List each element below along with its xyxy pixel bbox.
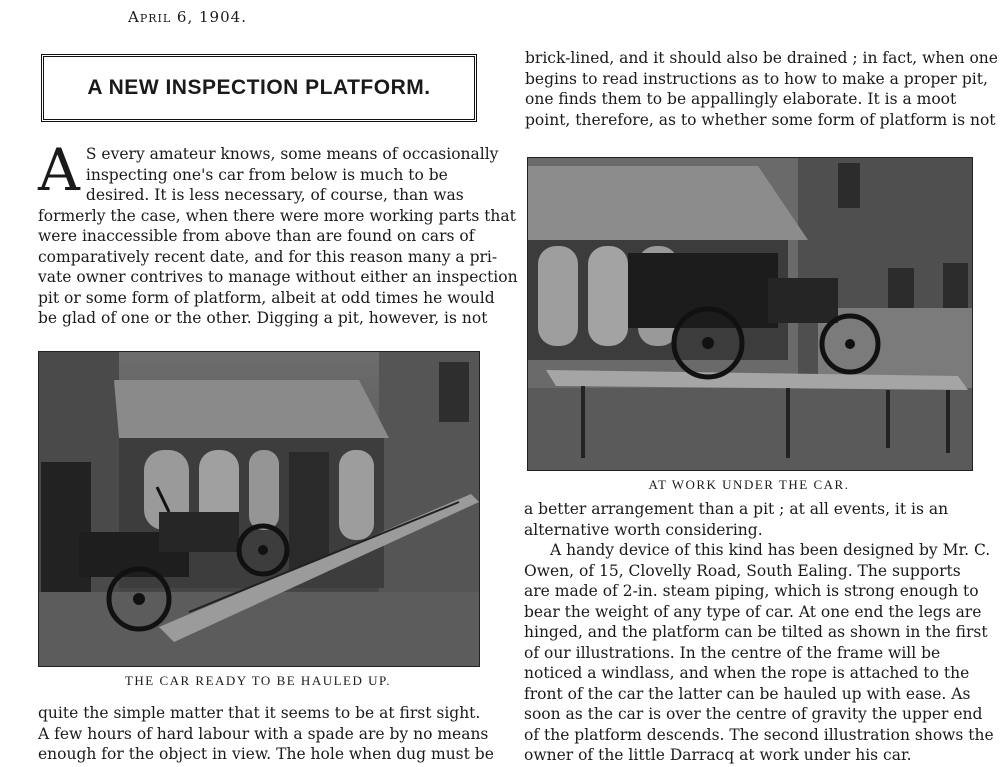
text-line: brick-lined, and it should also be drained ; in fact, when one xyxy=(525,49,998,67)
text-line: soon as the car is over the centre of gravity the upper end xyxy=(524,705,983,723)
text-line: alternative worth considering. xyxy=(524,520,763,539)
text-line: front of the car the latter can be hauled up with ease. As xyxy=(524,684,971,703)
text-line: S every amateur knows, some means of occasionally xyxy=(85,145,499,163)
text-line: vate owner contrives to manage without either an inspection xyxy=(38,268,518,286)
text-line: inspecting one's car from below is much to be xyxy=(85,165,448,184)
left-figure-caption: THE CAR READY TO BE HAULED UP. xyxy=(124,673,392,688)
article-title-box xyxy=(41,54,477,122)
right-bottom-paragraph xyxy=(524,499,994,766)
text-line: hinged, and the platform can be tilted as shown in the first xyxy=(524,623,988,641)
photo-car-ready-to-be-hauled xyxy=(38,351,480,667)
intro-paragraph xyxy=(38,136,518,329)
text-line: formerly the case, when there were more working parts that xyxy=(38,206,516,225)
text-line: a better arrangement than a pit ; at all events, it is an xyxy=(524,500,949,518)
left-bottom-paragraph xyxy=(38,703,494,765)
text-line: one finds them to be appallingly elaborate. It is a moot xyxy=(525,90,957,108)
text-line: quite the simple matter that it seems to be at first sight. xyxy=(38,704,481,722)
text-line: were inaccessible from above than are found on cars of xyxy=(38,227,475,245)
text-line: bear the weight of any type of car. At one end the legs are xyxy=(524,602,982,621)
photo-illustration xyxy=(528,158,972,470)
text-line: of our illustrations. In the centre of the frame will be xyxy=(524,643,941,662)
text-line: point, therefore, as to whether some form of platform is not xyxy=(525,110,996,129)
text-line: owner of the little Darracq at work under his car. xyxy=(524,746,912,764)
text-line: Owen, of 15, Clovelly Road, South Ealing. The supports xyxy=(524,561,961,580)
text-line: begins to read instructions as to how to make a proper pit, xyxy=(525,69,988,88)
text-line: desired. It is less necessary, of course, than was xyxy=(85,186,464,204)
text-line: comparatively recent date, and for this reason many a pri- xyxy=(38,247,498,266)
page-date: April 6, 1904. xyxy=(128,8,247,26)
text-line: noticed a windlass, and when the rope is attached to the xyxy=(524,664,970,682)
photo-at-work-under-car xyxy=(527,157,973,471)
photo-illustration xyxy=(39,352,479,666)
text-line: enough for the object in view. The hole when dug must be xyxy=(38,745,494,763)
article-title: A NEW INSPECTION PLATFORM. xyxy=(87,76,431,99)
text-line: of the platform descends. The second illustration shows the xyxy=(524,725,994,744)
text-line: A handy device of this kind has been designed by Mr. C. xyxy=(550,541,991,559)
text-line: pit or some form of platform, albeit at odd times he would xyxy=(38,288,495,307)
text-line: are made of 2-in. steam piping, which is strong enough to xyxy=(524,582,979,600)
right-figure-caption: AT WORK UNDER THE CAR. xyxy=(648,477,850,492)
drop-cap: A xyxy=(38,136,80,204)
text-line: A few hours of hard labour with a spade are by no means xyxy=(38,724,489,743)
right-top-paragraph xyxy=(525,48,998,130)
text-line: be glad of one or the other. Digging a pit, however, is not xyxy=(38,309,488,327)
